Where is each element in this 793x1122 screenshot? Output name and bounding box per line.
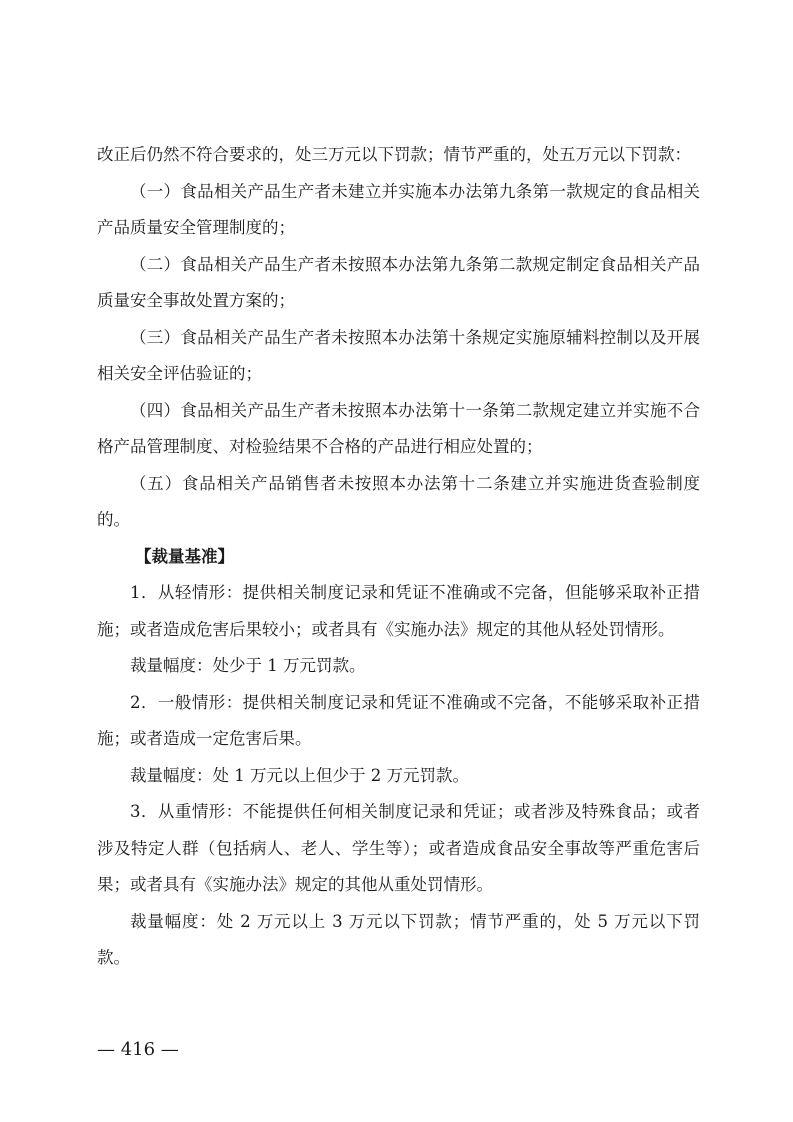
range-light: 裁量幅度：处少于 1 万元罚款。 bbox=[130, 656, 366, 675]
page-number: — 416 — bbox=[97, 1039, 179, 1060]
criterion-general: 2．一般情形：提供相关制度记录和凭证不准确或不完备，不能够采取补正措施；或者造成一定危害后果。 bbox=[97, 692, 700, 748]
section-heading: 【裁量基准】 bbox=[135, 546, 234, 566]
list-item-3: （三）食品相关产品生产者未按照本办法第十条规定实施原辅料控制以及开展相关安全评估验证的； bbox=[97, 327, 700, 383]
list-item-2: （二）食品相关产品生产者未按照本办法第九条第二款规定制定食品相关产品质量安全事故处置方案的； bbox=[97, 254, 700, 310]
list-item-4: （四）食品相关产品生产者未按照本办法第十一条第二款规定建立并实施不合格产品管理制度、对检验结果不合格的产品进行相应处置的； bbox=[97, 400, 700, 456]
document-body bbox=[97, 137, 700, 977]
criterion-light: 1．从轻情形：提供相关制度记录和凭证不准确或不完备，但能够采取补正措施；或者造成危害后果较小；或者具有《实施办法》规定的其他从轻处罚情形。 bbox=[97, 583, 700, 639]
criterion-heavy: 3．从重情形：不能提供任何相关制度记录和凭证；或者涉及特殊食品；或者涉及特定人群（包括病人、老人、学生等）；或者造成食品安全事故等严重危害后果；或者具有《实施办法》规定的其他从重处罚情形。 bbox=[97, 802, 700, 894]
list-item-1: （一）食品相关产品生产者未建立并实施本办法第九条第一款规定的食品相关产品质量安全管理制度的； bbox=[97, 181, 700, 237]
range-general: 裁量幅度：处 1 万元以上但少于 2 万元罚款。 bbox=[130, 765, 469, 785]
list-item-5: （五）食品相关产品销售者未按照本办法第十二条建立并实施进货查验制度的。 bbox=[97, 473, 700, 529]
paragraph-continuation: 改正后仍然不符合要求的，处三万元以下罚款；情节严重的，处五万元以下罚款： bbox=[97, 145, 691, 164]
range-heavy: 裁量幅度：处 2 万元以上 3 万元以下罚款；情节严重的，处 5 万元以下罚款。 bbox=[97, 911, 700, 967]
